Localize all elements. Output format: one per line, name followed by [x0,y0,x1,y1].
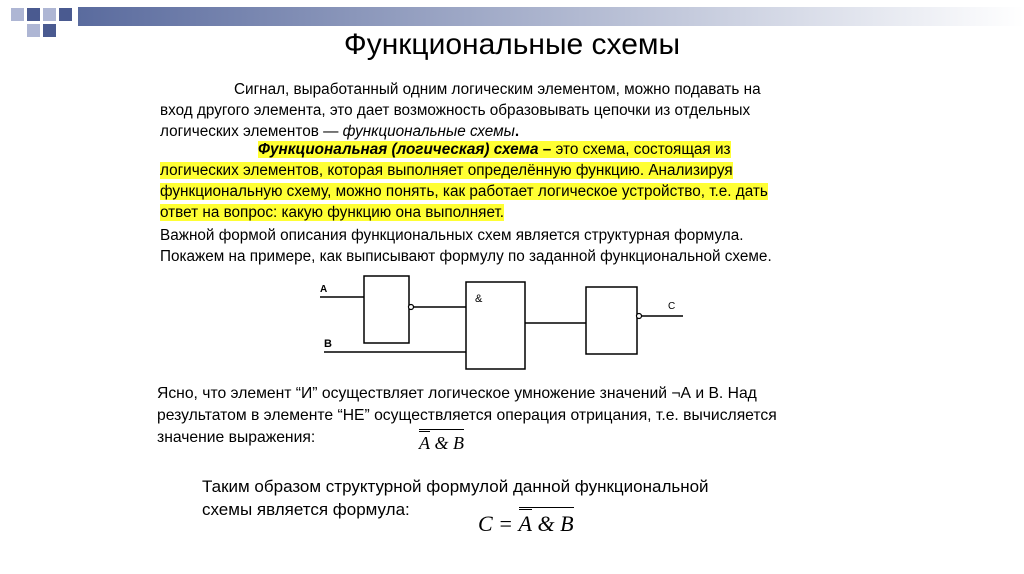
explanation-line: результатом в элементе “НЕ” осуществляется операция отрицания, т.е. вычисляется [157,407,777,424]
intro-line: логических элементов — [160,123,343,140]
not-gate-1 [364,276,409,343]
definition-line: функциональную схему, можно понять, как работает логическое устройство, т.е. дать [160,183,768,200]
intro-line-end: . [514,123,520,140]
intro-line: вход другого элемента, это дает возможность образовывать цепочки из отдельных [160,102,751,119]
expression-formula [419,429,464,454]
formula-not-a: A [518,511,532,536]
definition-line: это схема, состоящая из [555,141,731,158]
intro-line: Сигнал, выработанный одним логическим элементом, можно подавать на [234,81,761,98]
structural-formula [478,507,574,537]
not-gate-2 [586,287,637,354]
intro-emphasis: функциональные схемы [342,123,515,140]
and-symbol: & [475,293,483,305]
conclusion-line: Таким образом структурной формулой данной функциональной [202,477,709,496]
conclusion-paragraph [202,475,709,521]
formula-lhs: C = [478,511,519,536]
definition-line: ответ на вопрос: какую функцию она выполняет. [160,204,505,221]
slide-title: Функциональные схемы [343,28,681,61]
structural-line: Важной формой описания функциональных схем является структурная формула. [160,227,744,244]
inversion-bubble-2 [637,314,642,319]
formula-rest: & B [531,511,574,536]
conclusion-line: схемы является формула: [202,500,410,519]
definition-term: Функциональная (логическая) схема [258,141,539,158]
definition-line: логических элементов, которая выполняет определённую функцию. Анализируя [160,162,733,179]
expression-overline-group [419,429,464,454]
output-c-label: C [668,301,676,312]
input-b-label: B [324,338,332,350]
formula-overline-group [519,507,574,537]
explanation-line: значение выражения: [157,429,316,446]
expression-rest: & B [430,433,464,453]
explanation-line: Ясно, что элемент “И” осуществляет логическое умножение значений ¬А и В. Над [157,385,757,402]
input-a-label: A [320,284,328,295]
explanation-paragraph [157,383,777,449]
expression-not-a: A [419,433,430,453]
inversion-bubble-1 [409,305,414,310]
definition-dash: – [538,141,556,158]
structural-line: Покажем на примере, как выписывают формулу по заданной функциональной схеме. [160,248,772,265]
